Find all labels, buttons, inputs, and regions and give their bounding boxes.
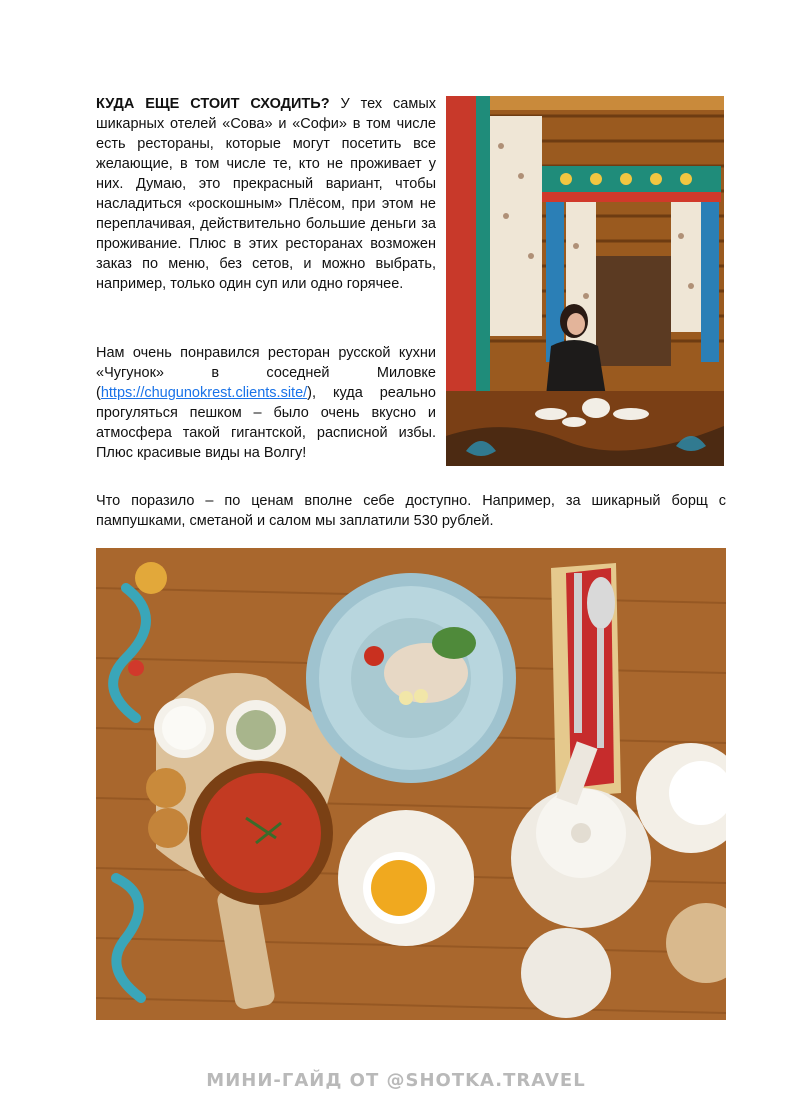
intro-heading: КУДА ЕЩЕ СТОИТ СХОДИТЬ? [96,96,330,112]
intro-paragraph [96,94,436,294]
restaurant-text-start: Нам очень понравился ресторан русской кухни «Чугунок» в соседней Миловке ( [96,345,436,401]
footer-brand: МИНИ-ГАЙД ОТ @SHOTKA.TRAVEL [206,1070,586,1091]
restaurant-interior-photo [446,96,724,466]
restaurant-paragraph [96,343,436,463]
restaurant-text-end: ), куда реально прогуляться пешком – было очень вкусно и атмосфера такой гигантской, расписной избы. Плюс красивые виды на Волгу! [96,385,436,461]
prices-paragraph: Что поразило – по ценам вполне себе доступно. Например, за шикарный борщ с пампушками, сметаной и салом мы заплатили 530 рублей. [96,493,726,529]
restaurant-link[interactable]: https://chugunokrest.clients.site/ [100,385,308,401]
intro-text: У тех самых шикарных отелей «Сова» и «Софи» в том числе есть рестораны, которые могут посетить все желающие, в том числе те, кто не проживает у них. Думаю, это прекрасный вариант, чтобы насладиться «роскошным» Плёсом, при этом не переплачивая, действительно большие деньги за проживание. Плюс в этих ресторанах возможен заказ по меню, без сетов, и можно выбрать, например, только один суп или одно горячее. [96,96,436,292]
borscht-meal-photo [96,548,726,1020]
